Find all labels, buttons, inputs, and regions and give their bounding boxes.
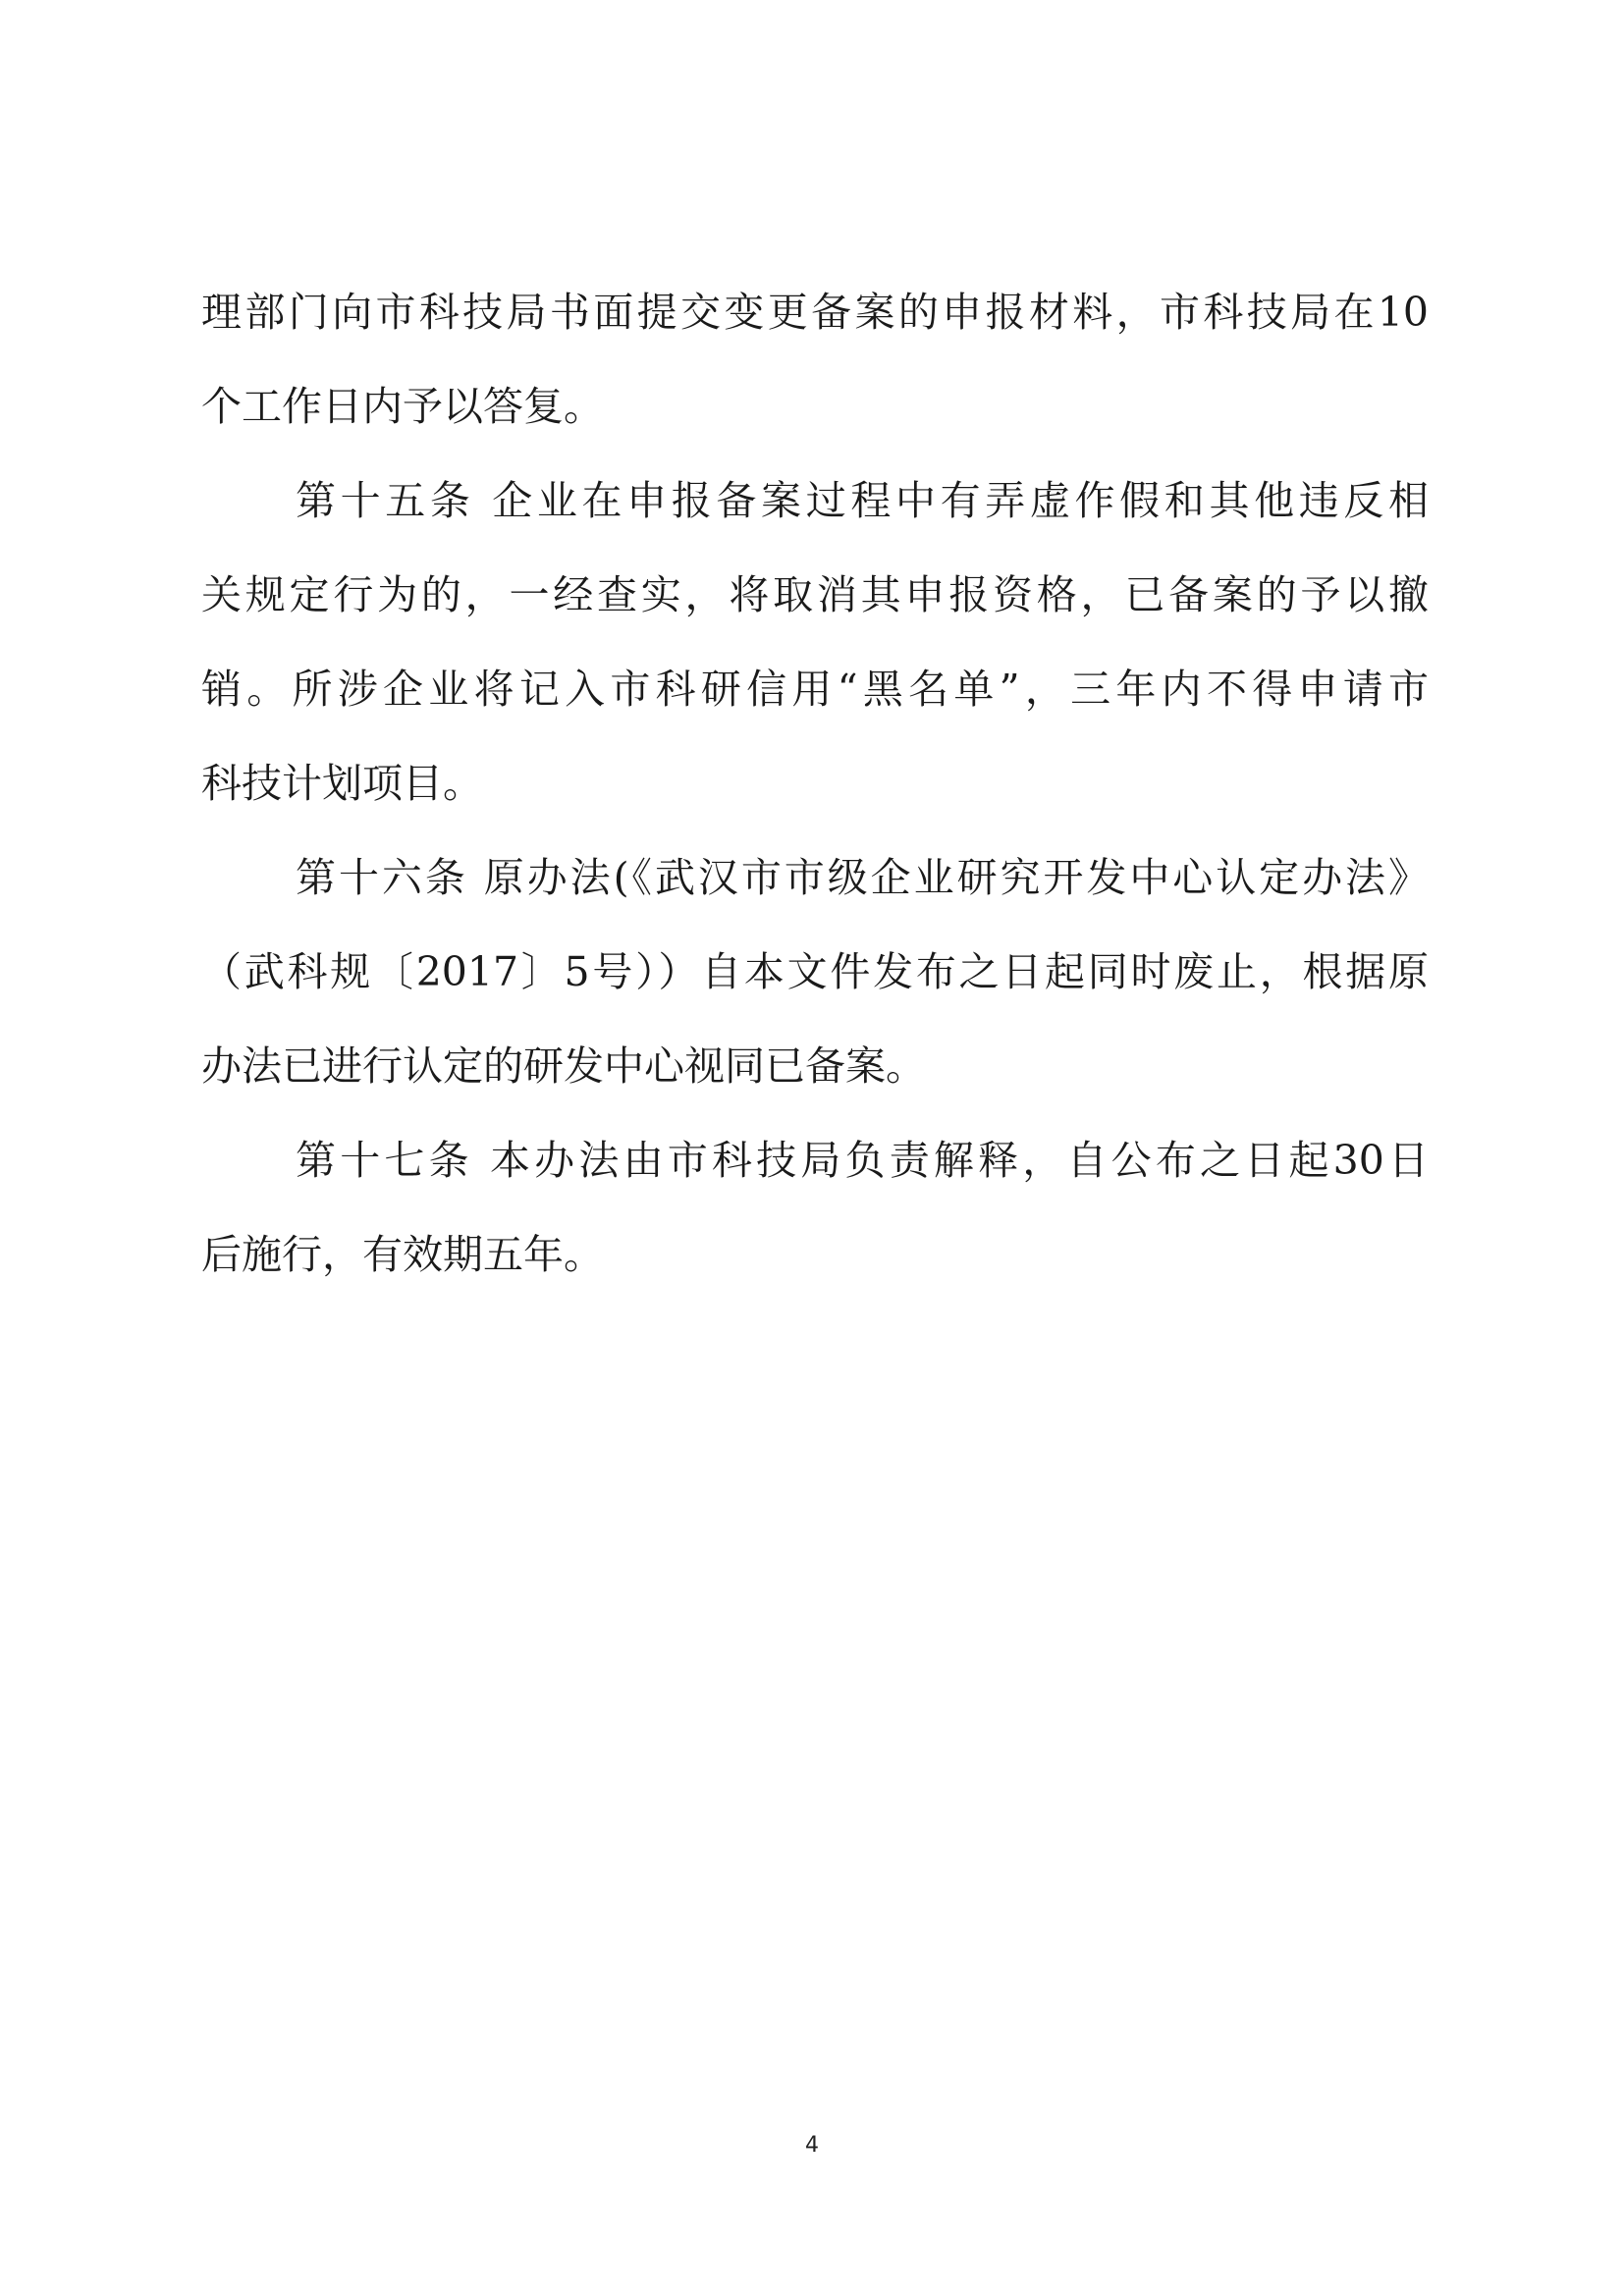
page-number: 4 [805, 2133, 819, 2158]
text-line: 理部门向市科技局书面提交变更备案的申报材料，市科技局在10 [201, 289, 1429, 336]
text-line: 第十六条 原办法(《武汉市市级企业研究开发中心认定办法》 [296, 854, 1429, 901]
text-line: （武科规〔2017〕5号））自本文件发布之日起同时废止，根据原 [201, 948, 1429, 995]
document-body [201, 265, 1429, 1302]
paragraph [201, 265, 1429, 454]
text-line: 办法已进行认定的研发中心视同已备案。 [201, 1042, 926, 1090]
paragraph-article-16 [201, 830, 1429, 1113]
paragraph-article-17 [201, 1113, 1429, 1302]
text-line: 关规定行为的，一经查实，将取消其申报资格，已备案的予以撤 [201, 571, 1429, 618]
text-line: 个工作日内予以答复。 [201, 383, 604, 430]
text-line: 后施行，有效期五年。 [201, 1231, 604, 1278]
paragraph-article-15 [201, 454, 1429, 830]
text-line: 第十五条 企业在申报备案过程中有弄虚作假和其他违反相 [296, 477, 1429, 524]
text-line: 销。所涉企业将记入市科研信用“黑名单”，三年内不得申请市 [201, 666, 1429, 713]
text-line: 科技计划项目。 [201, 760, 483, 807]
text-line: 第十七条 本办法由市科技局负责解释，自公布之日起30日 [296, 1137, 1429, 1184]
